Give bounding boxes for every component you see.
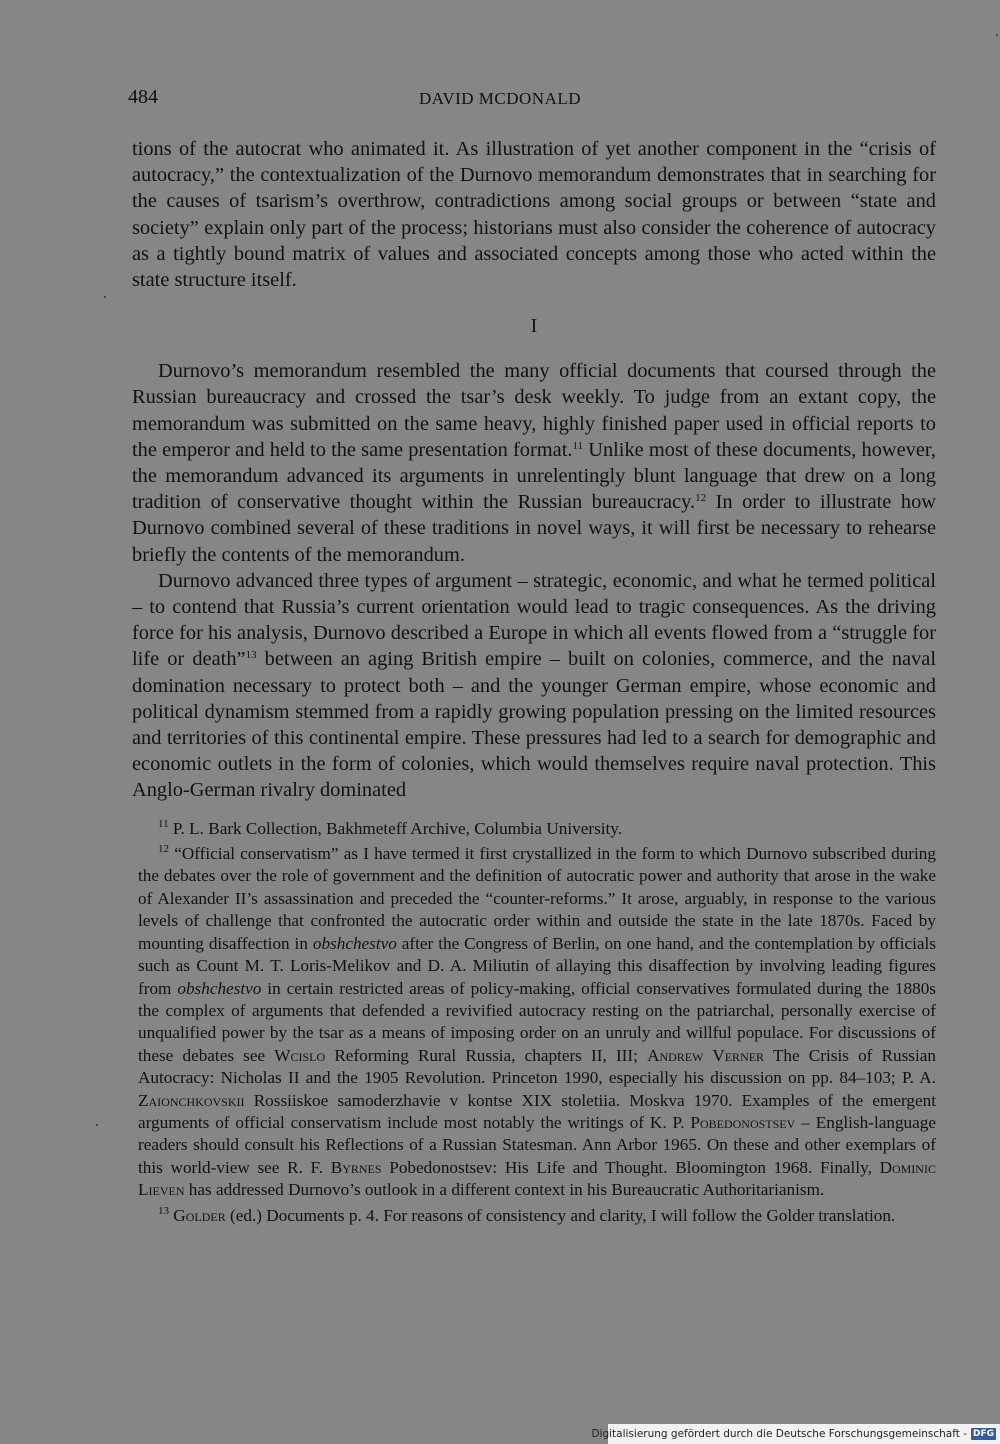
- main-text: [132, 136, 936, 1230]
- dfg-logo[interactable]: DFG: [972, 1429, 994, 1439]
- scan-speck: [996, 34, 998, 36]
- digitization-credit-bar: [591, 1424, 1000, 1444]
- footnote-ref-12[interactable]: 12: [695, 492, 707, 505]
- page-number: 484: [128, 86, 158, 108]
- footnote-13: $^{13}$ Golder (ed.) Documents p. 4. For reasons of consistency and clarity, I will follow the Golder translation.: [158, 1204, 896, 1225]
- footnotes: [138, 818, 936, 1227]
- running-head: DAVID MCDONALD: [418, 89, 582, 108]
- footnote-ref-13[interactable]: 13: [245, 649, 257, 662]
- paragraph-memorandum: Durnovo’s memorandum resembled the many official documents that coursed through the Russian bureaucracy and crossed the tsar’s desk weekly. To judge from an extant copy, the memorandum was submitted on the same heavy, highly finished paper used in official reports to the emperor and held to the same presentation format.$^{11}$ Unlike most of these documents, however, the memorandum advanced its arguments in unrelentingly blunt language that drew on a long tradition of conservative thought within the Russian bureaucracy.$^{12}$ In order to illustrate how Durnovo combined several of these traditions in novel ways, it will first be necessary to rehearse briefly the contents of the memorandum.: [132, 360, 936, 566]
- footnote-12: $^{12}$ “Official conservatism” as I have termed it first crystallized in the form to which Durnovo subscribed during the debates over the role of government and the definition of autocratic power and authority that arose in the wake of Alexander II’s assassination and preceded the “counter-reforms.” It arose, arguably, in response to the various levels of challenge that confronted the autocratic order within and outside the state in the late 1870s. Faced by mounting disaffection in obshchestvo after the Congress of Berlin, on one hand, and the contemplation by officials such as Count M. T. Loris-Melikov and D. A. Miliutin of allaying this disaffection by involving leading figures from obshchestvo in certain restricted areas of policy-making, official conservatives formulated during the 1880s the complex of arguments that defended a revivified autocracy resting on the patriarchal, personally exercise of unqualified power by the tsar as a means of imposing order on an unruly and willful populace. For discussions of these debates see Wcislo Reforming Rural Russia, chapters II, III; Andrew Verner The Crisis of Russian Autocracy: Nicholas II and the 1905 Revolution. Princeton 1990, especially his discussion on pp. 84–103; P. A. Zaionchkovskii Rossiiskoe samoderzhavie v kontse XIX stoletiia. Moskva 1970. Examples of the emergent arguments of official conservatism include most notably the writings of K. P. Pobedonostsev – English-language readers should consult his Reflections of a Russian Statesman. Ann Arbor 1965. On these and other exemplars of this world-view see R. F. Byrnes Pobedonostsev: His Life and Thought. Bloomington 1968. Finally, Dominic Lieven has addressed Durnovo’s outlook in a different context in his Bureaucratic Authoritarianism.: [138, 843, 937, 1200]
- paragraph-continuation: tions of the autocrat who animated it. As illustration of yet another component in the “crisis of autocracy,” the contextualization of the Durnovo memorandum demonstrates that in searching for the causes of tsarism’s overthrow, contradictions among social groups or between “state and society” explain only part of the process; historians must also consider the coherence of autocracy as a tightly bound matrix of values and associated concepts among those who acted within the state structure itself.: [132, 138, 936, 292]
- footnote-ref-11[interactable]: 11: [572, 439, 584, 452]
- footnote-11: $^{11}$ P. L. Bark Collection, Bakhmeteff Archive, Columbia University.: [158, 817, 623, 838]
- paragraph-arguments: Durnovo advanced three types of argument – strategic, economic, and what he termed political – to contend that Russia’s current orientation would lead to tragic consequences. As the driving force for his analysis, Durnovo described a Europe in which all events flowed from a “struggle for life or death”$^{13}$ between an aging British empire – built on colonies, commerce, and the naval domination necessary to protect both – and the younger German empire, whose economic and political dynamism stemmed from a rapidly growing population pressing on the limited resources and territories of this continental empire. These pressures had led to a search for demographic and economic outlets in the form of colonies, which would themselves require naval protection. This Anglo-German rivalry dominated: [132, 569, 936, 802]
- page-header: [0, 86, 1000, 116]
- section-heading: I: [530, 315, 538, 338]
- scan-speck: [104, 296, 106, 298]
- scan-speck: [96, 1124, 98, 1126]
- digitization-credit: Digitalisierung gefördert durch die Deutsche Forschungsgemeinschaft -: [591, 1428, 967, 1440]
